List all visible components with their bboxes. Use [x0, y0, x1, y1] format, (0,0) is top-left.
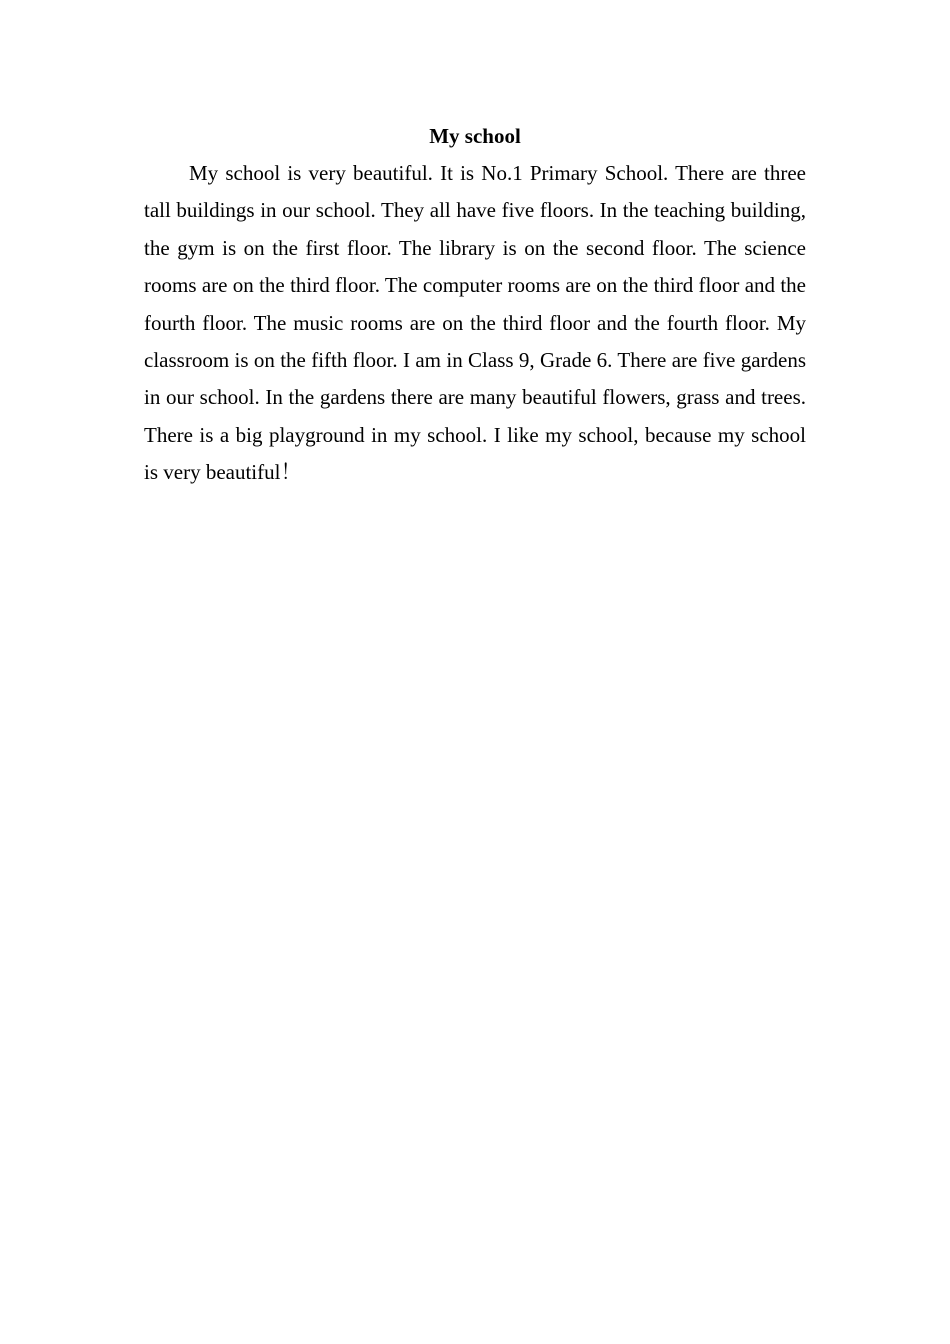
document-paragraph: My school is very beautiful. It is No.1 Primary School. There are three tall buildings in our school. They all have five floors. In the teaching building, the gym is on the first floor. The library is on the second floor. The science rooms are on the third floor. The computer rooms are on the third floor and the fourth floor. The music rooms are on the third floor and the fourth floor. My classroom is on the fifth floor. I am in Class 9, Grade 6. There are five gardens in our school. In the gardens there are many beautiful flowers, grass and trees. There is a big playground in my school. I like my school, because my school is very beautiful！	[144, 161, 806, 485]
document-title: My school	[429, 124, 521, 148]
document-page	[144, 118, 806, 492]
